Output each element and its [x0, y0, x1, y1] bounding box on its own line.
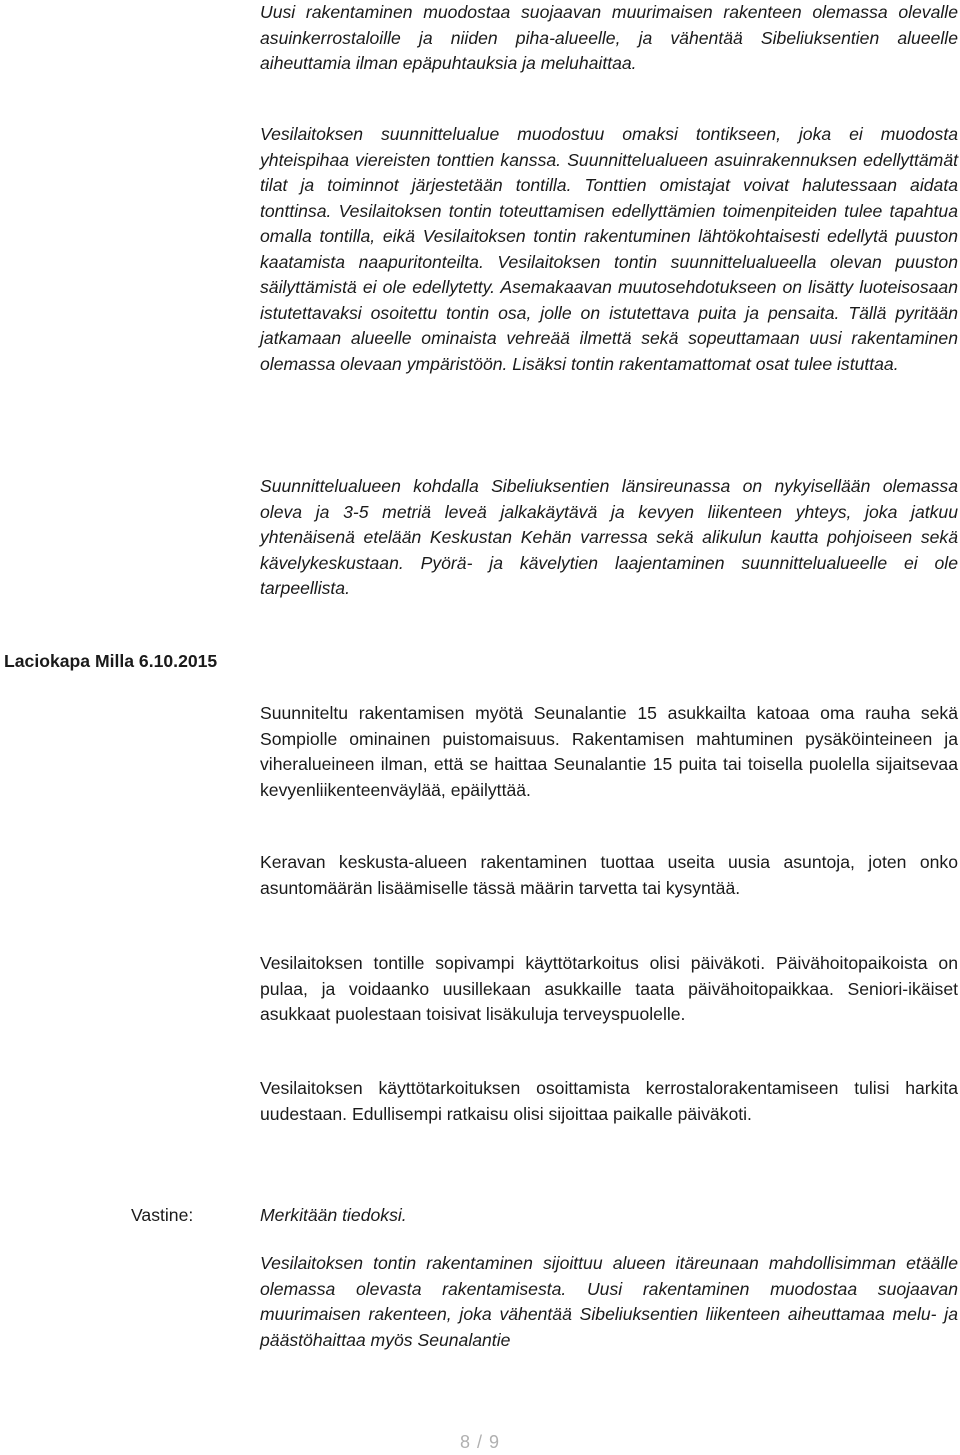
feedback-paragraph: Keravan keskusta-alueen rakentaminen tuottaa useita uusia asuntoja, joten onko asuntomäärän lisäämiselle tässä määrin tarvetta tai kysyntää. — [260, 852, 958, 898]
response-paragraph: Merkitään tiedoksi. — [260, 1205, 407, 1225]
response-label: Vastine: — [131, 1205, 194, 1225]
feedback-paragraph: Vesilaitoksen käyttötarkoituksen osoittamista kerrostalorakentamiseen tulisi harkita uudestaan. Edullisempi ratkaisu olisi sijoittaa paikalle päiväkoti. — [260, 1078, 958, 1124]
page-number: 8 / 9 — [459, 1432, 501, 1452]
response-paragraph: Vesilaitoksen suunnittelualue muodostuu omaksi tontikseen, joka ei muodosta yhteispihaa viereisten tonttien kanssa. Suunnittelualueen asuinrakennuksen edellyttämät tilat ja toiminnot järjestetään tontilla. Tonttien omistajat voivat halutessaan aidata tonttinsa. Vesilaitoksen tontin toteuttamisen edellyttämien toimenpiteiden tulee tapahtua omalla tontilla, eikä Vesilaitoksen tontin rakentuminen lähtökohtaisesti edellytä puuston kaatamista naapuritonteilta. Vesilaitoksen tontin suunnittelualueella olevan puuston säilyttämistä ei ole edellytetty. Asemakaavan muutosehdotukseen on lisätty luoteisosaan istutettavaksi osoitettu tontin osa, jolle on istutettava puita ja pensaita. Tällä pyritään jatkamaan alueelle ominaista vehreää ilmettä sekä sopeuttamaan uusi rakentaminen olemassa olevaan ympäristöön. Lisäksi tontin rakentamattomat osat tulee istuttaa. — [260, 124, 958, 374]
feedback-paragraph: Suunniteltu rakentamisen myötä Seunalantie 15 asukkailta katoaa oma rauha sekä Sompiolle ominainen puistomaisuus. Rakentamisen mahtuminen pysäköinteineen ja viheralueineen ilman, että se haittaa Seunalantie 15 puita tai toisella puolella sijaitsevaa kevyenliikenteenväylää, epäilyttää. — [260, 703, 958, 800]
feedback-author-heading: Laciokapa Milla 6.10.2015 — [4, 651, 218, 671]
response-paragraph: Vesilaitoksen tontin rakentaminen sijoittuu alueen itäreunaan mahdollisimman etäälle olemassa olevasta rakentamisesta. Uusi rakentaminen muodostaa suojaavan muurimaisen rakenteen, joka vähentää Sibeliuksentien liikenteen aiheuttamaa melu- ja päästöhaittaa myös Seunalantie — [260, 1253, 958, 1350]
response-paragraph: Suunnittelualueen kohdalla Sibeliuksentien länsireunassa on nykyisellään olemassa oleva ja 3-5 metriä leveä jalkakäytävä ja kevyen liikenteen yhteys, joka jatkuu yhtenäisenä etelään Keskustan Kehän varressa sekä alikulun kautta pohjoiseen sekä kävelykeskustaan. Pyörä- ja kävelytien laajentaminen suunnittelualueelle ei ole tarpeellista. — [260, 476, 958, 598]
feedback-paragraph: Vesilaitoksen tontille sopivampi käyttötarkoitus olisi päiväkoti. Päivähoitopaikoista on pulaa, ja voidaanko uusillekaan asukkaille taata päivähoitopaikkaa. Seniori-ikäiset asukkaat puolestaan toisivat lisäkuluja terveyspuolelle. — [260, 953, 958, 1024]
response-paragraph: Uusi rakentaminen muodostaa suojaavan muurimaisen rakenteen olemassa olevalle asuinkerrostaloille ja niiden piha-alueelle, ja vähentää Sibeliuksentien alueelle aiheuttamia ilman epäpuhtauksia ja meluhaittaa. — [260, 2, 958, 73]
